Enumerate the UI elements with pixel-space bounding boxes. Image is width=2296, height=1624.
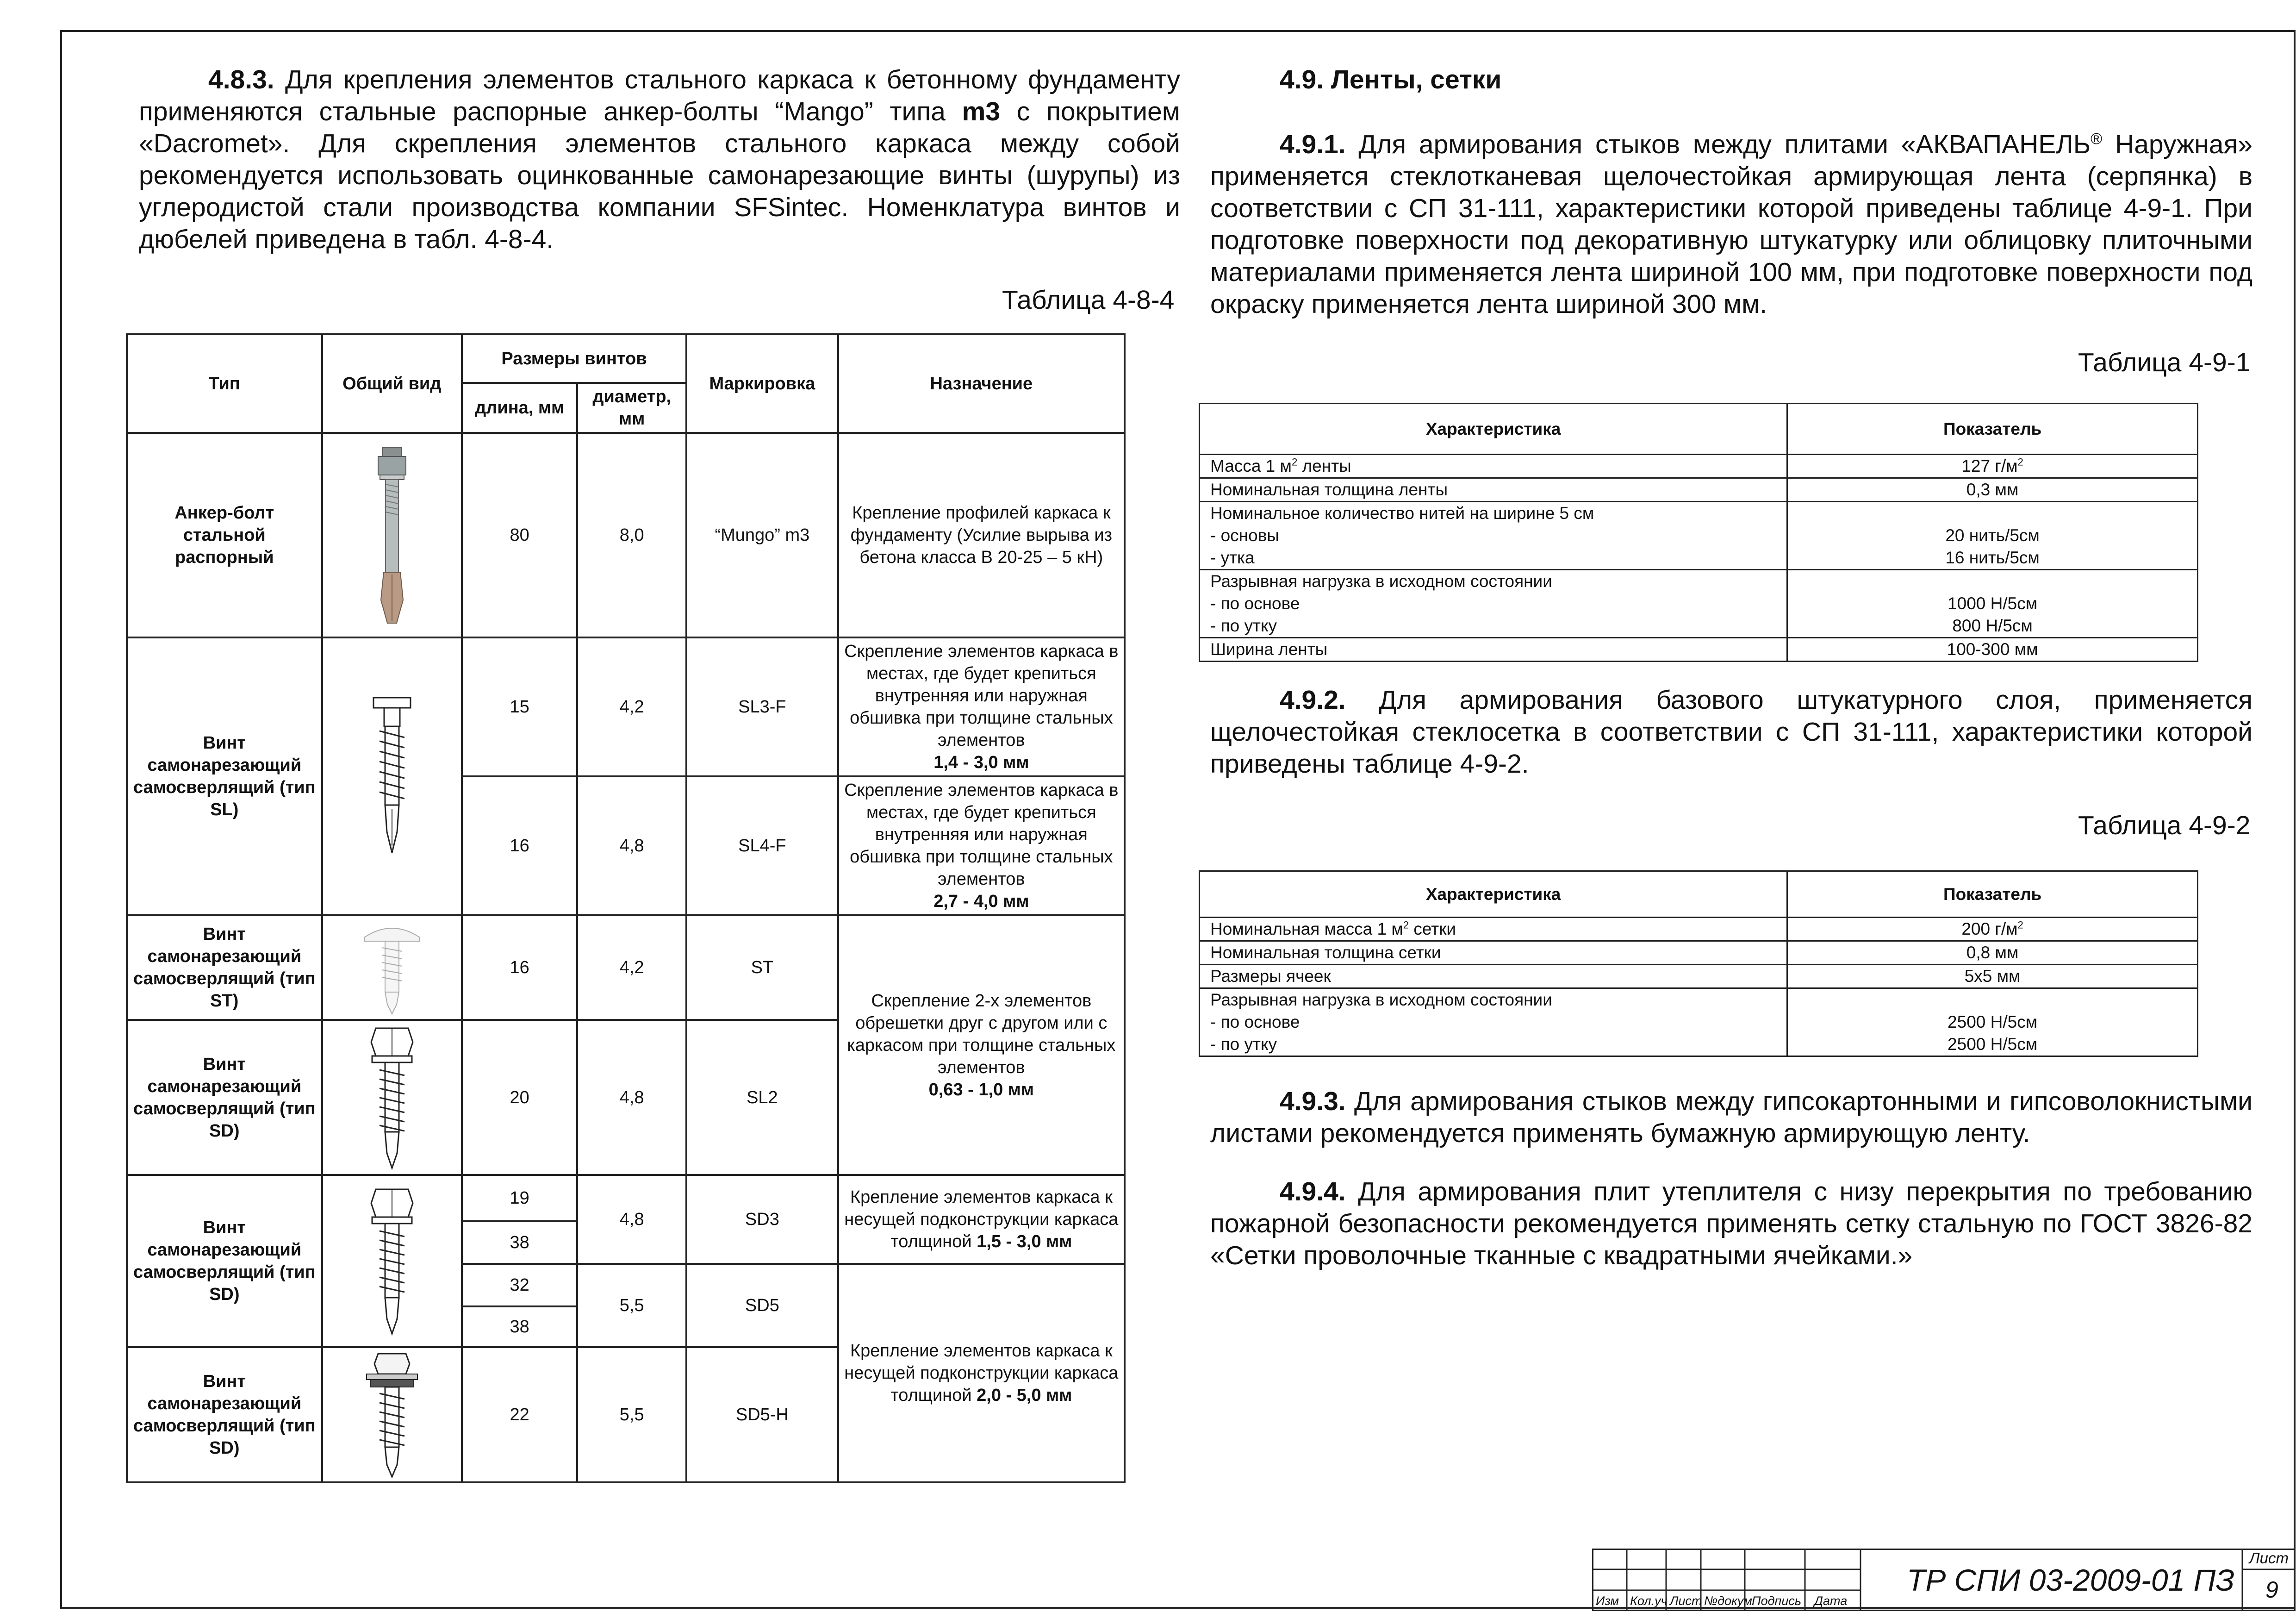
purpose-text: Скрепление элементов каркаса в местах, где будет крепиться внутренняя или наружная обшивка при толщине стальных элементов [844,781,1119,889]
cell-char [1200,918,1787,941]
cell-value [1787,502,2198,570]
cell-text: ленты [1297,456,1351,475]
screw-sl-icon [367,693,417,860]
table-row [127,637,1125,776]
header-value: Показатель [1787,404,2198,455]
table-row [1200,502,2198,570]
cell-purpose [838,776,1125,915]
table-caption-4-9-1: Таблица 4-9-1 [2078,348,2251,377]
para-text: Для армирования стыков между гипсокартонными и гипсоволокнистыми листами рекомендуется применять бумажную армирующую ленту. [1210,1087,2252,1148]
para-text: Для армирования плит утеплителя с низу перекрытия по требованию пожарной безопасности рекомендуется применять сетку стальную по ГОСТ 3826-82 «Сетки проволочные тканные с квадратными ячейками.» [1210,1177,2252,1270]
cell-diameter: 8,0 [577,433,686,637]
sup: 2 [1291,456,1298,468]
screw-st-icon [360,919,424,1016]
header-view: Общий вид [322,334,462,433]
table-4-9-1 [1199,403,2198,662]
cell-type: Винт самонарезающий самосверлящий (тип SD) [127,1020,322,1175]
cell-view [322,433,462,637]
cell-char [1200,570,1787,638]
para-number: 4.9.4. [1280,1177,1346,1206]
cell-length: 16 [462,776,577,915]
header-value: Показатель [1787,871,2198,918]
cell-char [1200,502,1787,570]
table-4-8-4 [126,333,1126,1483]
cell-text: 2500 Н/5см [1948,1035,2038,1054]
table-4-9-2 [1199,870,2198,1057]
cell-text: - по основе [1210,1012,1300,1031]
cell-type: Винт самонарезающий самосверлящий (тип SD) [127,1175,322,1347]
cell-view [322,1175,462,1347]
cell-length: 16 [462,915,577,1020]
header-length: длина, мм [462,383,577,433]
anchor-bolt-icon [364,443,420,628]
stamp-label: Подпись [1752,1594,1802,1608]
cell-marking: “Mungo” m3 [686,433,838,637]
cell-text: - по утку [1210,616,1277,635]
cell-purpose: Крепление профилей каркаса к фундаменту (Усилие вырыва из бетона класса В 20-25 – 5 кН) [838,433,1125,637]
cell-value: 0,8 мм [1787,941,2198,965]
paragraph-4-9-4 [1210,1176,2252,1272]
purpose-text: Скрепление элементов каркаса в местах, где будет крепиться внутренняя или наружная обшивка при толщине стальных элементов [844,642,1119,750]
cell-text: - утка [1210,548,1255,567]
cell-length: 20 [462,1020,577,1175]
table-row [1200,965,2198,988]
cell-text: 2500 Н/5см [1948,1012,2038,1031]
paragraph-4-9-1 [1210,129,2252,320]
screw-sd-icon [362,1024,422,1172]
heading-text: 4.9. Ленты, сетки [1280,65,1502,94]
cell-text: 200 г/м [1961,919,2018,938]
para-text: Наружная» применяется стеклотканевая щелочестойкая армирующая лента (серпянка) в соответствии с СП 31-111, характеристики которой приведены таблице 4-9-1. При подготовке поверхности под декоративную штукатурку или облицовку плиточными материалами применяется лента шириной 100 мм, при подготовке поверхности под окраску применяется лента шириной 300 мм. [1210,130,2253,319]
purpose-text: Крепление элементов каркаса к несущей подконструкции каркаса толщиной [844,1341,1119,1405]
title-block [1592,1549,2296,1611]
cell-purpose [838,1264,1125,1482]
cell-text: Масса 1 м [1210,456,1292,475]
cell-text: 20 нить/5см [1945,526,2040,545]
header-marking: Маркировка [686,334,838,433]
cell-length: 19 [462,1175,577,1221]
purpose-bold: 2,7 - 4,0 мм [933,892,1029,911]
cell-diameter: 5,5 [577,1264,686,1347]
cell-marking: SD5-H [686,1347,838,1482]
cell-char [1200,455,1787,478]
para-number: 4.9.3. [1280,1087,1346,1116]
cell-value: 0,3 мм [1787,478,2198,502]
cell-diameter: 5,5 [577,1347,686,1482]
para-number: 4.9.1. [1280,130,1346,159]
cell-text: сетки [1409,919,1456,938]
screw-sd-washer-icon [357,1350,427,1480]
cell-purpose [838,1175,1125,1264]
cell-diameter: 4,2 [577,637,686,776]
paragraph-4-8-3 [139,64,1180,256]
cell-length: 22 [462,1347,577,1482]
cell-type: Анкер-болт стальной распорный [127,433,322,637]
paragraph-4-9-3 [1210,1086,2252,1149]
cell-text: 127 г/м [1961,456,2018,475]
cell-text: Разрывная нагрузка в исходном состоянии [1210,572,1552,591]
para-text: Для армирования базового штукатурного слоя, применяется щелочестойкая стеклосетка в соответствии с СП 31-111, характеристики которой приведены таблице 4-9-2. [1210,685,2253,779]
cell-type: Винт самонарезающий самосверлящий (тип SL) [127,637,322,915]
table-row [127,915,1125,1020]
cell-text: 16 нить/5см [1945,548,2040,567]
cell-char [1200,988,1787,1056]
purpose-bold: 2,0 - 5,0 мм [977,1386,1072,1405]
sup: 2 [2017,456,2023,468]
screw-sd-icon [362,1185,422,1337]
cell-length: 38 [462,1306,577,1347]
cell-text: Разрывная нагрузка в исходном состоянии [1210,990,1552,1009]
para-number: 4.8.3. [208,65,274,94]
registered-mark: ® [2091,130,2103,148]
header-sizes: Размеры винтов [462,334,686,383]
cell-length: 38 [462,1221,577,1264]
para-text: с покрытием «Dacromet». Для скрепления элементов стального каркаса между собой рекомендуется использовать оцинкованные самонарезающие винты (шурупы) из углеродистой стали производства компании SFSintec. Номенклатура винтов и дюбелей приведена в табл. 4-8-4. [139,97,1180,254]
purpose-text: Скрепление 2-х элементов обрешетки друг с другом или с каркасом при толщине стальных элементов [847,991,1116,1077]
cell-view [322,915,462,1020]
cell-marking: SD3 [686,1175,838,1264]
cell-diameter: 4,8 [577,776,686,915]
stamp-label: Лист [1670,1594,1702,1608]
cell-diameter: 4,8 [577,1175,686,1264]
table-row [1200,478,2198,502]
para-text-bold: m3 [962,97,1001,126]
purpose-bold: 1,5 - 3,0 мм [977,1232,1072,1251]
cell-marking: SL4-F [686,776,838,915]
cell-text: Номинальная масса 1 м [1210,919,1403,938]
table-caption-4-9-2: Таблица 4-9-2 [2078,811,2251,840]
para-text: Для армирования стыков между плитами «АКВАПАНЕЛЬ [1358,130,2091,159]
stamp-label: Дата [1814,1594,1848,1608]
header-characteristic: Характеристика [1200,404,1787,455]
cell-char: Размеры ячеек [1200,965,1787,988]
cell-view [322,637,462,915]
header-purpose: Назначение [838,334,1125,433]
cell-text: Номинальное количество нитей на ширине 5 см [1210,504,1594,523]
cell-type: Винт самонарезающий самосверлящий (тип SD) [127,1347,322,1482]
table-row [127,433,1125,637]
cell-length: 80 [462,433,577,637]
cell-value [1787,988,2198,1056]
sup: 2 [2017,919,2023,931]
cell-char: Ширина ленты [1200,638,1787,662]
cell-char: Номинальная толщина ленты [1200,478,1787,502]
table-row [1200,638,2198,662]
purpose-bold: 1,4 - 3,0 мм [933,753,1029,772]
sup: 2 [1403,919,1409,931]
cell-view [322,1347,462,1482]
cell-value: 5х5 мм [1787,965,2198,988]
cell-marking: ST [686,915,838,1020]
cell-text: - по утку [1210,1035,1277,1054]
cell-diameter: 4,8 [577,1020,686,1175]
table-row [127,1175,1125,1221]
header-characteristic: Характеристика [1200,871,1787,918]
cell-text: 1000 Н/5см [1948,594,2038,613]
table-row [1200,570,2198,638]
para-text: Для крепления элементов стального каркаса к бетонному фундаменту применяются стальные распорные анкер-болты “Mango” типа [139,65,1180,126]
table-row [1200,455,2198,478]
sheet-number: 9 [2265,1577,2278,1603]
header-diameter: диаметр, мм [577,383,686,433]
purpose-bold: 0,63 - 1,0 мм [928,1080,1034,1099]
stamp-label: Кол.уч [1630,1594,1668,1608]
sheet-label: Лист [2249,1549,2289,1567]
table-row [1200,988,2198,1056]
cell-value [1787,455,2198,478]
cell-marking: SL3-F [686,637,838,776]
cell-value [1787,918,2198,941]
cell-type: Винт самонарезающий самосверлящий (тип ST) [127,915,322,1020]
cell-value: 100-300 мм [1787,638,2198,662]
cell-view [322,1020,462,1175]
cell-char: Номинальная толщина сетки [1200,941,1787,965]
header-type: Тип [127,334,322,433]
stamp-label: №докум [1704,1594,1752,1608]
cell-purpose [838,915,1125,1175]
paragraph-4-9-2-body [1210,684,2252,780]
cell-text: - по основе [1210,594,1300,613]
para-number: 4.9.2. [1280,685,1346,715]
table-row [1200,941,2198,965]
cell-text: 800 Н/5см [1952,616,2033,635]
stamp-label: Изм [1596,1594,1619,1608]
cell-marking: SL2 [686,1020,838,1175]
cell-text: - основы [1210,526,1279,545]
purpose-text: Крепление элементов каркаса к несущей подконструкции каркаса толщиной [844,1187,1119,1251]
cell-purpose [838,637,1125,776]
section-heading [1280,64,1501,96]
cell-length: 32 [462,1264,577,1306]
cell-value [1787,570,2198,638]
cell-marking: SD5 [686,1264,838,1347]
table-row [1200,918,2198,941]
document-code: ТР СПИ 03-2009-01 ПЗ [1907,1563,2234,1597]
cell-diameter: 4,2 [577,915,686,1020]
table-caption-4-8-4: Таблица 4-8-4 [1002,285,1175,315]
cell-length: 15 [462,637,577,776]
